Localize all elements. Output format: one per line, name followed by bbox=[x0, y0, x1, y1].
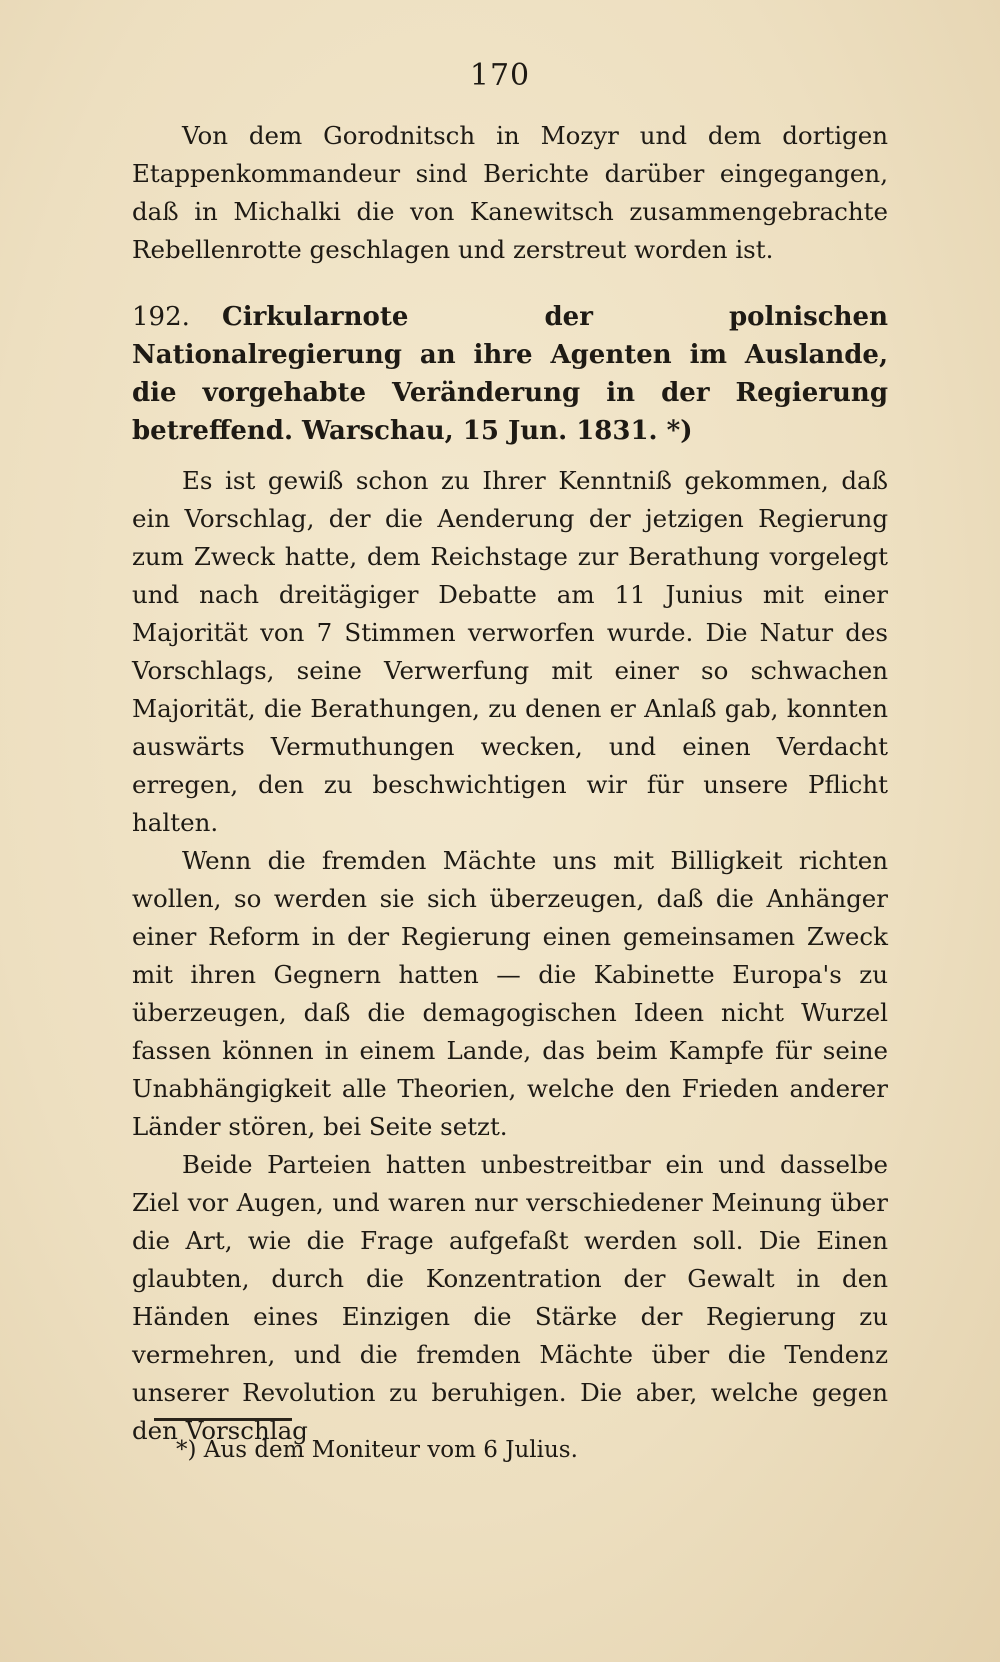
intro-paragraph: Von dem Gorodnitsch in Mozyr und dem dortigen Etappenkommandeur sind Berichte darüber eingegangen, daß in Michalki die von Kanewitsch zusammengebrachte Rebellenrotte geschlagen und zerstreut worden ist. bbox=[132, 121, 888, 264]
section-number: 192. bbox=[132, 302, 190, 332]
section-title: Cirkularnote der polnischen Nationalregierung an ihre Agenten im Auslande, die vorgehabte Veränderung in der Regierung betreffend. Warschau, 15 Jun. 1831. *) bbox=[132, 302, 888, 446]
body-text bbox=[132, 462, 888, 1450]
body-paragraph-1: Es ist gewiß schon zu Ihrer Kenntniß gekommen, daß ein Vorschlag, der die Aenderung der jetzigen Regierung zum Zweck hatte, dem Reichstage zur Berathung vorgelegt und nach dreitägiger Debatte am 11 Junius mit einer Majorität von 7 Stimmen verworfen wurde. Die Natur des Vorschlags, seine Verwerfung mit einer so schwachen Majorität, die Berathungen, zu denen er Anlaß gab, konnten auswärts Vermuthungen wecken, und einen Verdacht erregen, den zu beschwichtigen wir für unsere Pflicht halten. bbox=[132, 466, 888, 837]
page-number: 170 bbox=[469, 58, 531, 93]
footnote: *) Aus dem Moniteur vom 6 Julius. bbox=[176, 1437, 578, 1463]
footnote-divider bbox=[154, 1418, 292, 1421]
body-paragraph-3: Beide Parteien hatten unbestreitbar ein und dasselbe Ziel vor Augen, und waren nur verschiedener Meinung über die Art, wie die Frage aufgefaßt werden soll. Die Einen glaubten, durch die Konzentration der Gewalt in den Händen eines Einzigen die Stärke der Regierung zu vermehren, und die fremden Mächte über die Tendenz unserer Revolution zu beruhigen. Die aber, welche gegen den Vorschlag bbox=[132, 1150, 888, 1445]
intro-paragraph-block bbox=[132, 117, 888, 269]
section-heading bbox=[132, 298, 888, 450]
body-paragraph-2: Wenn die fremden Mächte uns mit Billigkeit richten wollen, so werden sie sich überzeugen, daß die Anhänger einer Reform in der Regierung einen gemeinsamen Zweck mit ihren Gegnern hatten — die Kabinette Europa's zu überzeugen, daß die demagogischen Ideen nicht Wurzel fassen können in einem Lande, das beim Kampfe für seine Unabhängigkeit alle Theorien, welche den Frieden anderer Länder stören, bei Seite setzt. bbox=[132, 846, 888, 1141]
